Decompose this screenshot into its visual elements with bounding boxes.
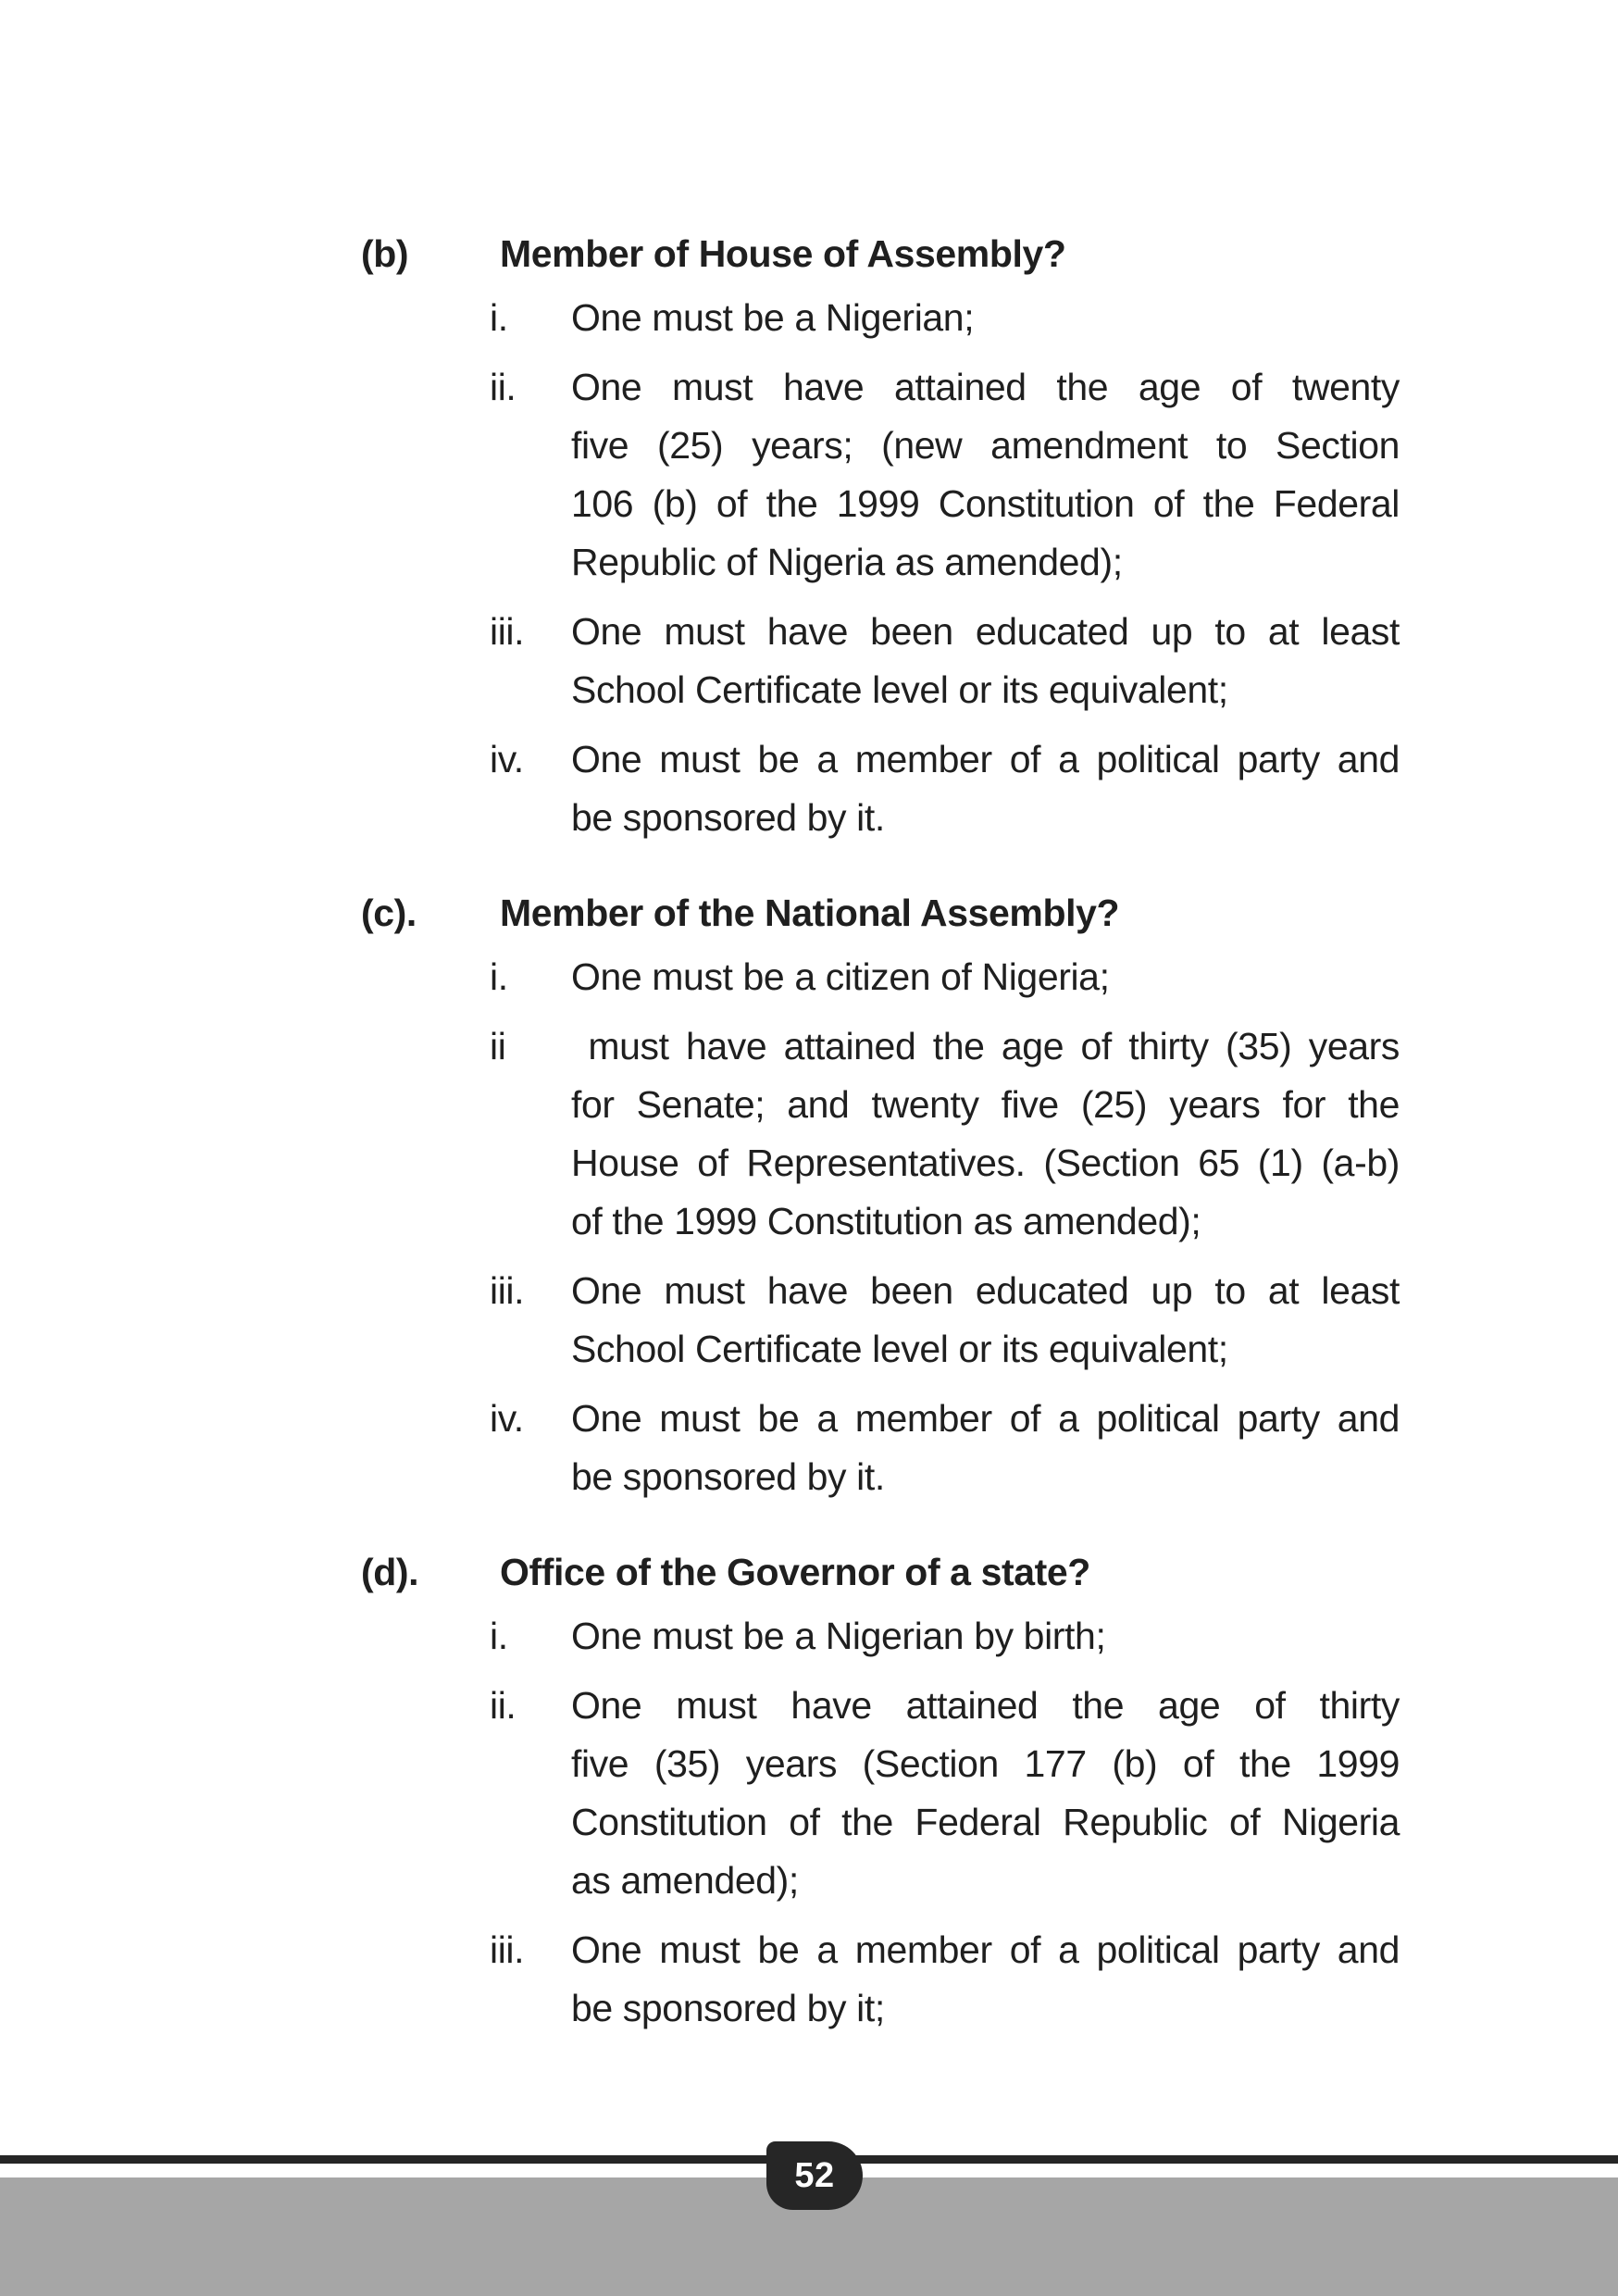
section-title: Office of the Governor of a state? xyxy=(500,1551,1090,1593)
list-item xyxy=(361,1017,1400,1251)
list-item-text: One must be a Nigerian; xyxy=(571,296,975,339)
list-item xyxy=(361,1262,1400,1379)
list-item-number: iii. xyxy=(490,1269,525,1312)
section-title: Member of the National Assembly? xyxy=(500,892,1120,934)
list-item xyxy=(361,1677,1400,1910)
section-b xyxy=(361,225,1400,847)
list-item-number: i. xyxy=(490,1615,508,1657)
list-item-number: ii. xyxy=(490,1684,517,1727)
list-item-number: iv. xyxy=(490,738,524,780)
list-item-number: i. xyxy=(490,296,508,339)
list-item xyxy=(361,358,1400,592)
list-item-text: One must have attained the age of twenty five (25) years; (new amendment to Section 106 (b) of the 1999 Constitution of the Federal Republic of Nigeria as amended); xyxy=(571,366,1400,583)
list-item-text: One must be a member of a political party and be sponsored by it. xyxy=(571,1397,1400,1498)
list-item-number: i. xyxy=(490,955,508,998)
list-item xyxy=(361,1921,1400,2038)
section-c xyxy=(361,884,1400,1506)
section-label: (d). xyxy=(361,1551,419,1593)
section-label: (b) xyxy=(361,232,409,275)
list-item-text: must have attained the age of thirty (35) years for Senate; and twenty five (25) years for the House of Representatives. (Section 65 (1) (a-b) of the 1999 Constitution as amended); xyxy=(571,1025,1400,1242)
section-title: Member of House of Assembly? xyxy=(500,232,1066,275)
list-item xyxy=(361,730,1400,847)
list-item-number: ii xyxy=(490,1025,506,1067)
list-item-number: iii. xyxy=(490,610,525,653)
list-item-text: One must be a citizen of Nigeria; xyxy=(571,955,1110,998)
list-item-text: One must be a member of a political party and be sponsored by it. xyxy=(571,738,1400,839)
list-item-text: One must have been educated up to at least School Certificate level or its equivalent; xyxy=(571,1269,1400,1370)
section-d xyxy=(361,1543,1400,2038)
page-number: 52 xyxy=(794,2155,835,2195)
page-number-badge xyxy=(766,2141,863,2210)
section-label: (c). xyxy=(361,892,417,934)
list-item-number: iv. xyxy=(490,1397,524,1440)
list-item xyxy=(361,948,1400,1006)
section-c-heading xyxy=(361,884,1400,942)
list-item-number: iii. xyxy=(490,1928,525,1971)
list-item-text: One must have attained the age of thirty five (35) years (Section 177 (b) of the 1999 Constitution of the Federal Republic of Nigeria as amended); xyxy=(571,1684,1400,1902)
list-item xyxy=(361,603,1400,719)
list-item-text: One must be a member of a political party and be sponsored by it; xyxy=(571,1928,1400,2029)
list-item-number: ii. xyxy=(490,366,517,408)
section-d-heading xyxy=(361,1543,1400,1602)
list-item-text: One must have been educated up to at least School Certificate level or its equivalent; xyxy=(571,610,1400,711)
page-content xyxy=(361,225,1400,2075)
list-item xyxy=(361,289,1400,347)
list-item xyxy=(361,1390,1400,1506)
list-item xyxy=(361,1607,1400,1666)
section-b-heading xyxy=(361,225,1400,283)
list-item-text: One must be a Nigerian by birth; xyxy=(571,1615,1106,1657)
